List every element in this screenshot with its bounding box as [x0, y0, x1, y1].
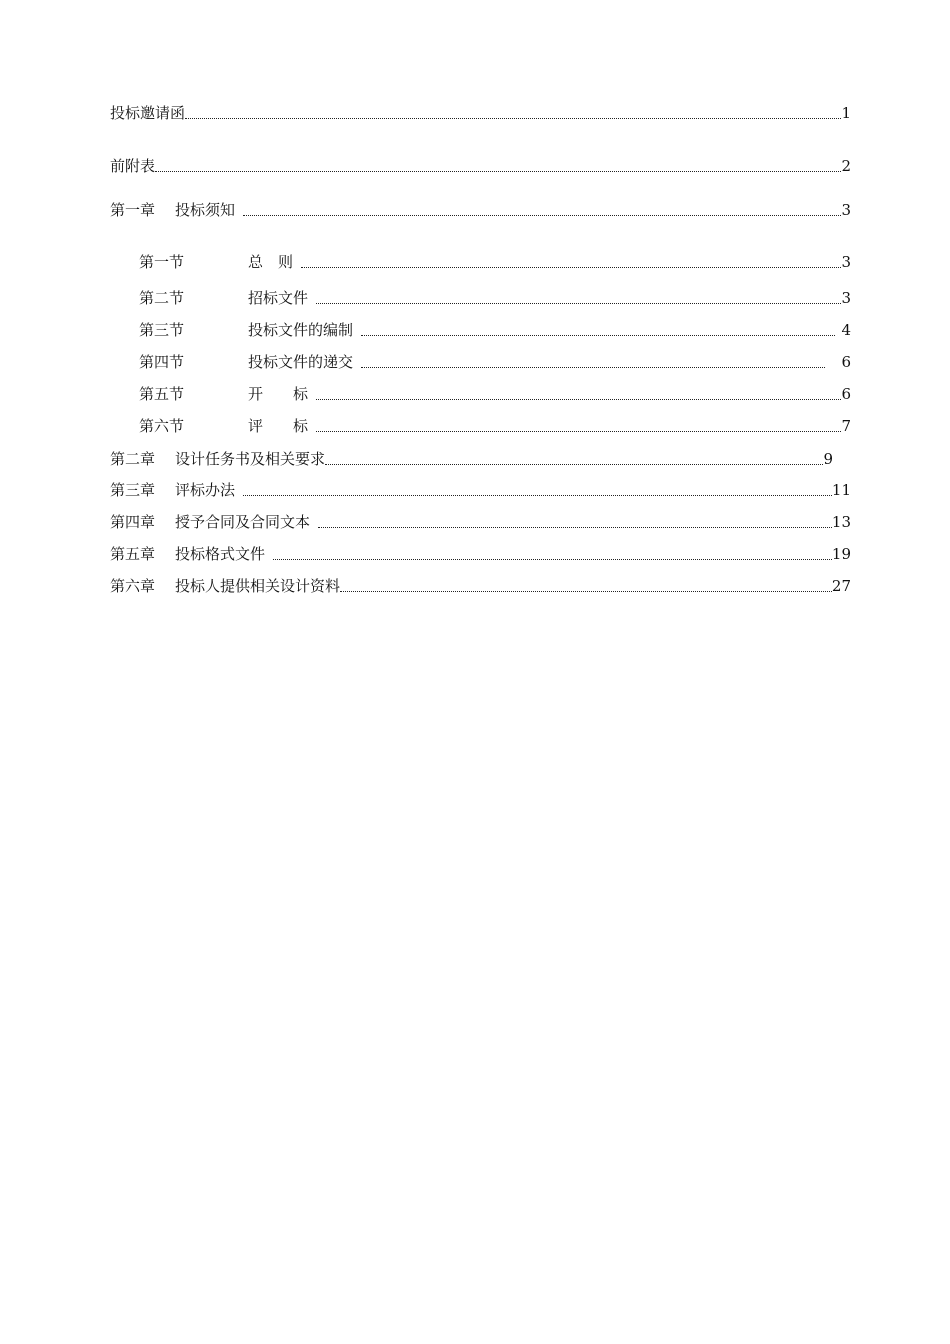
toc-page-number: 3 — [841, 201, 851, 219]
toc-entry-section-5[interactable] — [139, 385, 851, 403]
toc-title: 总 则 — [248, 253, 294, 271]
toc-title: 招标文件 — [248, 289, 309, 307]
toc-page-number: 6 — [841, 385, 851, 403]
toc-entry-front-table[interactable] — [110, 157, 851, 175]
section-number: 第五节 — [139, 385, 185, 403]
toc-title: 投标文件的编制 — [248, 321, 354, 339]
toc-page-number: 19 — [831, 545, 851, 563]
dot-leader — [316, 431, 841, 432]
toc-page-number: 2 — [841, 157, 851, 175]
toc-title: 投标文件的递交 — [248, 353, 354, 371]
toc-page-number: 3 — [841, 289, 851, 307]
toc-page-number: 11 — [831, 481, 851, 499]
section-number: 第四节 — [139, 353, 185, 371]
dot-leader — [316, 303, 841, 304]
toc-entry-chapter-2[interactable] — [110, 450, 833, 468]
toc-entry-chapter-5[interactable] — [110, 545, 851, 563]
toc-entry-chapter-6[interactable] — [110, 577, 851, 595]
toc-entry-section-2[interactable] — [139, 289, 851, 307]
chapter-number: 第一章 — [110, 201, 156, 219]
toc-page-number: 9 — [823, 450, 833, 468]
toc-entry-chapter-4[interactable] — [110, 513, 851, 531]
dot-leader — [243, 215, 841, 216]
dot-leader — [185, 118, 841, 119]
toc-page-number: 7 — [841, 417, 851, 435]
section-number: 第二节 — [139, 289, 185, 307]
toc-page-number: 13 — [831, 513, 851, 531]
toc-entry-section-4[interactable] — [139, 353, 851, 371]
toc-entry-invitation[interactable] — [110, 104, 851, 122]
toc-title: 评 标 — [248, 417, 309, 435]
dot-leader — [361, 367, 825, 368]
chapter-number: 第三章 — [110, 481, 156, 499]
toc-title: 投标须知 — [175, 201, 236, 219]
dot-leader — [318, 527, 832, 528]
chapter-number: 第六章 — [110, 577, 156, 595]
toc-page-number: 27 — [831, 577, 851, 595]
dot-leader — [340, 591, 832, 592]
dot-leader — [325, 464, 823, 465]
toc-title: 设计任务书及相关要求 — [175, 450, 326, 468]
toc-title: 前附表 — [110, 157, 156, 175]
dot-leader — [155, 171, 841, 172]
toc-entry-chapter-1[interactable] — [110, 201, 851, 219]
dot-leader — [273, 559, 832, 560]
dot-leader — [361, 335, 835, 336]
dot-leader — [301, 267, 841, 268]
toc-page-number: 6 — [841, 353, 851, 371]
chapter-number: 第四章 — [110, 513, 156, 531]
chapter-number: 第二章 — [110, 450, 156, 468]
toc-entry-section-6[interactable] — [139, 417, 851, 435]
toc-page-number: 3 — [841, 253, 851, 271]
toc-page-number: 4 — [841, 321, 851, 339]
toc-title: 投标邀请函 — [110, 104, 186, 122]
toc-title: 授予合同及合同文本 — [175, 513, 311, 531]
toc-entry-section-1[interactable] — [139, 253, 851, 271]
dot-leader — [243, 495, 832, 496]
toc-title: 投标格式文件 — [175, 545, 266, 563]
chapter-number: 第五章 — [110, 545, 156, 563]
section-number: 第六节 — [139, 417, 185, 435]
section-number: 第三节 — [139, 321, 185, 339]
toc-title: 评标办法 — [175, 481, 236, 499]
dot-leader — [316, 399, 841, 400]
toc-title: 投标人提供相关设计资料 — [175, 577, 341, 595]
toc-entry-section-3[interactable] — [139, 321, 851, 339]
toc-page-number: 1 — [841, 104, 851, 122]
toc-entry-chapter-3[interactable] — [110, 481, 851, 499]
toc-title: 开 标 — [248, 385, 309, 403]
section-number: 第一节 — [139, 253, 185, 271]
